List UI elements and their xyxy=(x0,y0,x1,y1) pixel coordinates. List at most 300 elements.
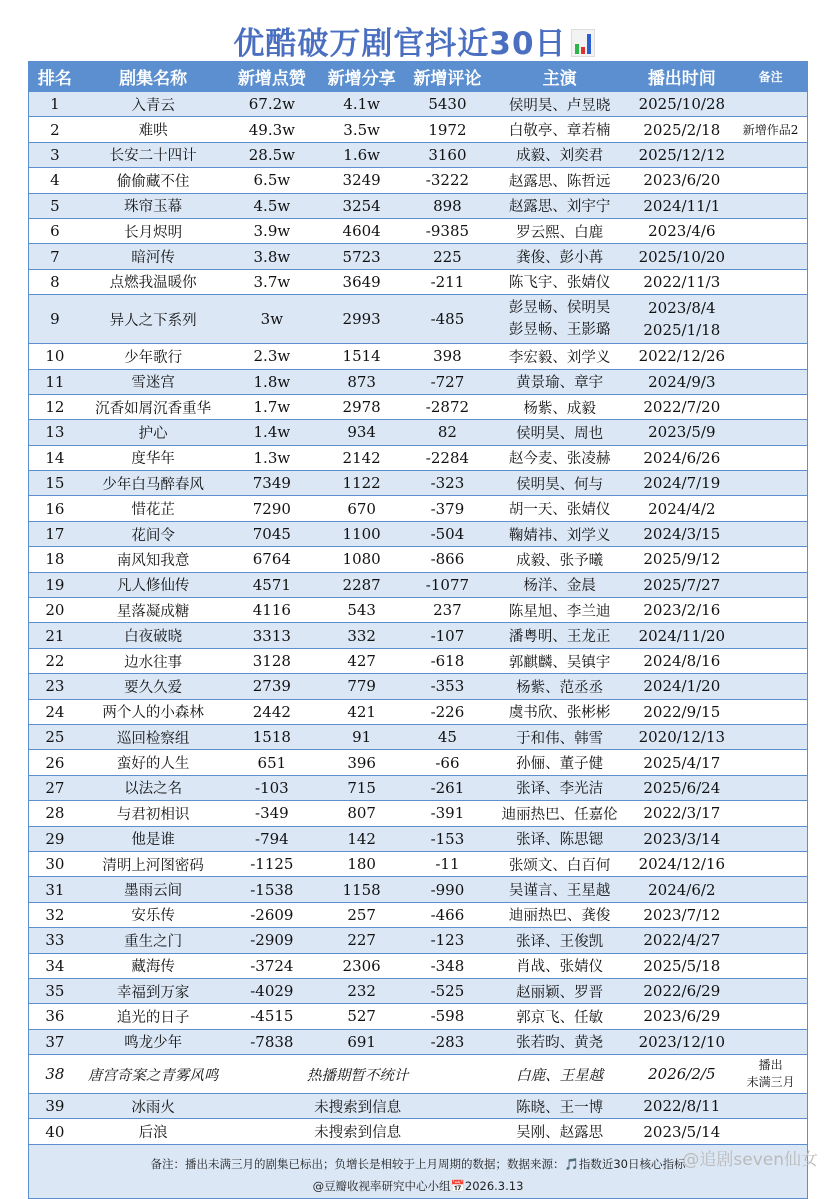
cell-actors: 迪丽热巴、龚俊 xyxy=(508,908,611,925)
cell-shares: 527 xyxy=(347,1007,376,1026)
cell-actors: 胡一天、张婧仪 xyxy=(508,502,611,519)
cell-actors: 吴谨言、王星越 xyxy=(508,883,611,900)
table-row xyxy=(29,546,807,571)
cell-actors: 郭京飞、任敏 xyxy=(516,1009,604,1026)
cell-air-date: 2024/8/16 xyxy=(643,652,721,670)
cell-title: 墨雨云间 xyxy=(124,883,183,900)
cell-actors: 赵露思、陈哲远 xyxy=(508,173,611,190)
cell-likes: 1.3w xyxy=(253,448,291,467)
cell-shares: 232 xyxy=(347,982,376,1001)
cell-shares: 91 xyxy=(352,728,372,747)
cell-air-date: 2024/1/20 xyxy=(643,677,721,696)
cell-shares: 257 xyxy=(347,905,376,924)
cell-rank: 27 xyxy=(45,778,65,797)
cell-actors: 成毅、刘奕君 xyxy=(516,148,604,165)
table-row: 38 唐宫奇案之青雾风鸣 热播期暂不统计 白鹿、王星越 2026/2/5 播出 未满三月 xyxy=(29,1054,807,1093)
cell-shares: 180 xyxy=(347,855,376,874)
cell-comments: -348 xyxy=(430,956,465,975)
table-row: 39 冰雨火 未搜索到信息 陈晓、王一博 2022/8/11 xyxy=(29,1093,807,1118)
cell-actors: 侯明昊、周也 xyxy=(516,425,604,442)
table-row xyxy=(29,648,807,673)
cell-actors: 于和伟、韩雪 xyxy=(516,730,604,747)
cell-rank: 34 xyxy=(45,956,65,975)
cell-likes: 6764 xyxy=(252,550,291,569)
cell-title: 巡回检察组 xyxy=(116,730,190,747)
cell-likes: 3128 xyxy=(252,652,291,670)
cell-line: 2025/1/18 xyxy=(643,321,721,340)
table-row xyxy=(29,800,807,825)
cell-rank: 2 xyxy=(50,120,60,139)
cell-comments: 237 xyxy=(433,601,462,620)
cell-rank: 6 xyxy=(50,222,60,241)
cell-air-date: 2025/7/27 xyxy=(643,575,721,594)
cell-shares: 421 xyxy=(347,702,376,721)
cell-likes: 67.2w xyxy=(248,95,295,114)
cell-rank: 32 xyxy=(45,905,65,924)
table-row xyxy=(29,142,807,167)
page-title: 优酷破万剧官抖近30日 xyxy=(0,18,828,63)
cell-title: 追光的日子 xyxy=(116,1009,190,1026)
cell-shares: 2978 xyxy=(342,398,381,417)
table-row xyxy=(29,851,807,876)
cell-air-date: 2025/9/12 xyxy=(643,550,721,569)
cell-air-date: 2022/11/3 xyxy=(643,272,721,291)
cell-actors: 赵丽颖、罗晋 xyxy=(516,984,604,1001)
cell-actors: 郭麒麟、吴镇宇 xyxy=(508,654,611,671)
table-row xyxy=(29,445,807,470)
cell-actors xyxy=(490,297,630,341)
cell-rank: 21 xyxy=(45,626,65,645)
table-row xyxy=(29,724,807,749)
table-row xyxy=(29,470,807,495)
header-likes: 新增点赞 xyxy=(237,69,306,89)
cell-title: 度华年 xyxy=(131,451,175,468)
cell-line: 彭昱畅、王影璐 xyxy=(508,322,611,339)
cell-air-date: 2020/12/13 xyxy=(638,728,726,747)
cell-title: 异人之下系列 xyxy=(109,312,197,329)
cell-rank: 35 xyxy=(45,982,65,1001)
cell-rank: 9 xyxy=(50,310,60,329)
cell-actors: 侯明昊、卢昱晓 xyxy=(508,97,611,114)
cell-air-date: 2024/11/20 xyxy=(638,626,726,645)
cell-actors: 虞书欣、张彬彬 xyxy=(508,705,611,722)
table-row xyxy=(29,978,807,1003)
cell-actors: 黄景瑜、章宇 xyxy=(516,375,604,392)
cell-likes: 28.5w xyxy=(248,145,295,164)
cell-likes: 7045 xyxy=(252,525,291,544)
cell-shares: 934 xyxy=(347,423,376,442)
table-row xyxy=(29,243,807,268)
cell-rank: 4 xyxy=(50,171,60,190)
cell-shares: 715 xyxy=(347,778,376,797)
cell-comments: -11 xyxy=(435,855,460,874)
table-row xyxy=(29,699,807,724)
cell-actors: 成毅、张予曦 xyxy=(516,552,604,569)
cell-comments: -3222 xyxy=(425,171,470,190)
table-header xyxy=(29,62,807,91)
table-row xyxy=(29,116,807,141)
cell-title: 鸣龙少年 xyxy=(124,1035,183,1052)
cell-likes: -103 xyxy=(255,778,289,797)
cell-air-date: 2023/6/20 xyxy=(643,171,721,190)
table-row xyxy=(29,394,807,419)
cell-shares: 779 xyxy=(347,677,376,696)
cell-rank: 23 xyxy=(45,677,65,696)
cell-likes: -4515 xyxy=(250,1007,294,1026)
cell-rank: 36 xyxy=(45,1007,65,1026)
cell-rank: 17 xyxy=(45,525,65,544)
cell-actors: 白敬亭、章若楠 xyxy=(508,123,611,140)
cell-likes: 49.3w xyxy=(248,120,295,139)
cell-comments: 45 xyxy=(437,728,457,747)
cell-rank: 3 xyxy=(50,145,60,164)
cell-rank: 7 xyxy=(50,247,60,266)
cell-air-date: 2025/10/20 xyxy=(638,247,726,266)
table-row xyxy=(29,91,807,116)
cell-comments: -618 xyxy=(430,652,465,670)
cell-title: 与君初相识 xyxy=(116,806,190,823)
cell-air-date: 2025/12/12 xyxy=(638,145,726,164)
cell-air-date: 2024/6/26 xyxy=(643,448,721,467)
cell-comments: 398 xyxy=(433,347,462,366)
header-actors: 主演 xyxy=(542,69,577,89)
cell-comments: -525 xyxy=(430,982,465,1001)
cell-air-date: 2023/2/16 xyxy=(643,601,721,620)
cell-title: 护心 xyxy=(138,425,168,442)
cell-comments: -323 xyxy=(430,474,465,493)
cell-shares: 691 xyxy=(347,1032,376,1051)
cell-rank: 15 xyxy=(45,474,65,493)
cell-shares: 4604 xyxy=(342,222,381,241)
cell-rank: 20 xyxy=(45,601,65,620)
cell-comments: -226 xyxy=(430,702,465,721)
cell-rank: 25 xyxy=(45,728,65,747)
cell-actors: 罗云熙、白鹿 xyxy=(516,224,604,241)
cell-shares: 227 xyxy=(347,931,376,950)
table-row xyxy=(29,876,807,901)
cell-likes: -2909 xyxy=(250,931,294,950)
table-row xyxy=(29,495,807,520)
cell-shares: 2142 xyxy=(342,448,381,467)
cell-actors: 张译、李光洁 xyxy=(516,781,604,798)
cell-likes: -1538 xyxy=(250,880,294,899)
cell-likes: 2.3w xyxy=(253,347,291,366)
cell-likes: 2442 xyxy=(252,702,291,721)
cell-shares: 3649 xyxy=(342,272,381,291)
cell-comments: -504 xyxy=(430,525,465,544)
cell-title: 珠帘玉幕 xyxy=(124,199,183,216)
cell-likes: 4.5w xyxy=(253,196,291,215)
cell-shares: 1080 xyxy=(342,550,381,569)
cell-rank: 37 xyxy=(45,1032,65,1051)
table-row xyxy=(29,167,807,192)
cell-title: 藏海传 xyxy=(131,959,175,976)
cell-actors: 赵露思、刘宇宁 xyxy=(508,199,611,216)
cell-title: 雪迷宫 xyxy=(131,375,175,392)
cell-shares: 1.6w xyxy=(343,145,380,164)
cell-likes: 1518 xyxy=(252,728,291,747)
table-row xyxy=(29,343,807,368)
cell-comments: -123 xyxy=(430,931,465,950)
cell-air-date: 2024/9/3 xyxy=(648,372,716,391)
cell-air-date: 2024/4/2 xyxy=(648,499,716,518)
cell-comments: -485 xyxy=(430,310,465,329)
cell-comments: 225 xyxy=(433,247,462,266)
cell-likes: -3724 xyxy=(250,956,294,975)
cell-rank: 29 xyxy=(45,829,65,848)
table-row xyxy=(29,902,807,927)
cell-shares: 2993 xyxy=(342,310,381,329)
cell-comments: -353 xyxy=(430,677,465,696)
cell-rank: 33 xyxy=(45,931,65,950)
cell-air-date: 2024/12/16 xyxy=(638,855,726,874)
cell-rank: 22 xyxy=(45,652,65,670)
cell-likes: 651 xyxy=(257,753,287,772)
cell-comments: 82 xyxy=(437,423,457,442)
cell-shares: 1158 xyxy=(342,880,381,899)
cell-shares: 396 xyxy=(347,753,376,772)
cell-title: 星落凝成糖 xyxy=(116,603,190,620)
cell-shares: 670 xyxy=(347,499,376,518)
cell-shares: 4.1w xyxy=(343,95,380,114)
cell-air-date: 2022/7/20 xyxy=(643,398,721,417)
cell-rank: 11 xyxy=(45,372,65,391)
cell-rank: 13 xyxy=(45,423,65,442)
cell-title: 花间令 xyxy=(131,527,175,544)
cell-comments: -1077 xyxy=(425,575,470,594)
cell-title: 要久久爱 xyxy=(124,679,183,696)
cell-line: 彭昱畅、侯明昊 xyxy=(508,300,611,317)
header-comments: 新增评论 xyxy=(413,69,482,89)
cell-rank: 28 xyxy=(45,804,65,823)
cell-comments: -866 xyxy=(430,550,465,569)
cell-likes: 3313 xyxy=(252,626,291,645)
cell-shares: 807 xyxy=(347,804,376,823)
cell-likes: 2739 xyxy=(252,677,291,696)
table-row xyxy=(29,1029,807,1054)
cell-note: 新增作品2 xyxy=(742,123,799,138)
cell-likes: -349 xyxy=(255,804,289,823)
cell-comments: -727 xyxy=(430,372,465,391)
cell-rank: 5 xyxy=(50,196,60,215)
cell-comments: -211 xyxy=(430,272,465,291)
table-row xyxy=(29,193,807,218)
cell-title: 重生之门 xyxy=(124,933,183,950)
cell-likes: 1.7w xyxy=(253,398,291,417)
cell-shares: 1122 xyxy=(342,474,381,493)
cell-title: 长月烬明 xyxy=(124,224,183,241)
cell-actors: 杨洋、金晨 xyxy=(523,578,596,595)
cell-title: 惜花芷 xyxy=(131,502,175,519)
cell-rank: 24 xyxy=(45,702,65,721)
cell-shares: 1514 xyxy=(342,347,381,366)
cell-comments: -107 xyxy=(430,626,465,645)
cell-title: 他是谁 xyxy=(131,832,175,849)
table-row xyxy=(29,597,807,622)
cell-actors: 肖战、张婧仪 xyxy=(516,959,604,976)
cell-air-date: 2023/5/9 xyxy=(648,423,716,442)
cell-air-date: 2022/12/26 xyxy=(638,347,726,366)
table-row xyxy=(29,775,807,800)
table-row xyxy=(29,572,807,597)
cell-title: 难哄 xyxy=(138,123,168,140)
cell-likes: -7838 xyxy=(250,1032,294,1051)
cell-shares: 1100 xyxy=(342,525,381,544)
cell-title: 少年歌行 xyxy=(124,349,183,366)
cell-shares: 2287 xyxy=(342,575,381,594)
cell-shares: 2306 xyxy=(342,956,381,975)
header-air-date: 播出时间 xyxy=(647,69,716,89)
cell-air-date: 2025/10/28 xyxy=(638,95,726,114)
cell-rank: 1 xyxy=(50,95,60,114)
cell-likes: -2609 xyxy=(250,905,294,924)
bar-chart-icon xyxy=(571,29,595,57)
cell-air-date: 2025/4/17 xyxy=(643,753,721,772)
cell-rank: 16 xyxy=(45,499,65,518)
cell-line: 2023/8/4 xyxy=(648,299,716,318)
cell-likes: -1125 xyxy=(250,855,294,874)
cell-air-date: 2024/6/2 xyxy=(648,880,716,899)
cell-comments: -2872 xyxy=(425,398,470,417)
table-row xyxy=(29,269,807,294)
cell-likes: 4571 xyxy=(252,575,291,594)
cell-comments: -153 xyxy=(430,829,465,848)
cell-air-date: 2022/6/29 xyxy=(643,982,721,1001)
cell-air-date: 2022/3/17 xyxy=(643,804,721,823)
cell-title: 长安二十四计 xyxy=(109,148,197,165)
cell-title: 蛮好的人生 xyxy=(116,756,190,773)
cell-shares: 3254 xyxy=(342,196,381,215)
cell-comments: -9385 xyxy=(425,222,470,241)
table-row xyxy=(29,419,807,444)
cell-likes: 1.4w xyxy=(253,423,291,442)
cell-actors: 李宏毅、刘学义 xyxy=(508,349,611,366)
cell-likes: -4029 xyxy=(250,982,294,1001)
cell-rank: 18 xyxy=(45,550,65,569)
cell-air-date: 2023/7/12 xyxy=(643,905,721,924)
cell-air-date: 2024/11/1 xyxy=(643,196,721,215)
cell-likes: 6.5w xyxy=(253,171,291,190)
table-row xyxy=(29,953,807,978)
cell-comments: 3160 xyxy=(428,145,467,164)
table-row xyxy=(29,1003,807,1028)
cell-title: 入青云 xyxy=(131,97,175,114)
cell-likes: 1.8w xyxy=(253,372,291,391)
footer-note: 备注：播出未满三月的剧集已标出；负增长是相较于上月周期的数据；数据来源：🎵指数近30日核心指标 @豆瓣收视率研究中心小组📅2026.3.13 xyxy=(29,1144,807,1198)
cell-actors: 杨紫、成毅 xyxy=(523,400,596,417)
cell-likes: 3.7w xyxy=(253,272,291,291)
cell-air-date: 2023/4/6 xyxy=(648,222,716,241)
ranking-table xyxy=(28,61,808,1199)
cell-comments: -466 xyxy=(430,905,465,924)
cell-rank: 8 xyxy=(50,272,60,291)
cell-likes: 4116 xyxy=(252,601,291,620)
cell-comments: -990 xyxy=(430,880,465,899)
cell-rank: 19 xyxy=(45,575,65,594)
cell-likes: -794 xyxy=(255,829,289,848)
cell-shares: 142 xyxy=(347,829,376,848)
cell-actors: 张译、王俊凯 xyxy=(516,933,604,950)
cell-comments: -598 xyxy=(430,1007,465,1026)
cell-title: 点燃我温暖你 xyxy=(109,275,197,292)
cell-title: 以法之名 xyxy=(124,781,183,798)
table-row xyxy=(29,294,807,343)
cell-rank: 10 xyxy=(45,347,65,366)
cell-comments: 1972 xyxy=(428,120,467,139)
cell-shares: 332 xyxy=(347,626,376,645)
cell-actors: 杨紫、范丞丞 xyxy=(516,679,604,696)
cell-actors: 张译、陈思锶 xyxy=(516,832,604,849)
cell-likes: 3.8w xyxy=(253,247,291,266)
cell-air-date: 2024/3/15 xyxy=(643,525,721,544)
cell-shares: 3249 xyxy=(342,171,381,190)
cell-air-date: 2023/3/14 xyxy=(643,829,721,848)
cell-actors: 赵今麦、张凌赫 xyxy=(508,451,611,468)
cell-comments: 898 xyxy=(433,196,462,215)
cell-comments: -261 xyxy=(430,778,465,797)
cell-shares: 5723 xyxy=(342,247,381,266)
header-title: 剧集名称 xyxy=(119,69,188,89)
cell-title: 安乐传 xyxy=(131,908,175,925)
table-row: 40 后浪 未搜索到信息 吴刚、赵露思 2023/5/14 xyxy=(29,1118,807,1143)
header-rank: 排名 xyxy=(37,69,72,89)
cell-title: 边水往事 xyxy=(124,654,183,671)
cell-rank: 30 xyxy=(45,855,65,874)
table-row xyxy=(29,826,807,851)
cell-actors: 陈飞宇、张婧仪 xyxy=(508,275,611,292)
cell-actors: 张若昀、黄尧 xyxy=(516,1035,604,1052)
cell-shares: 873 xyxy=(347,372,376,391)
table-row xyxy=(29,218,807,243)
cell-actors: 侯明昊、何与 xyxy=(516,476,604,493)
cell-rank: 12 xyxy=(45,398,65,417)
watermark: @追剧seven仙女 xyxy=(682,1150,818,1170)
cell-air-date: 2025/2/18 xyxy=(643,120,721,139)
cell-title: 幸福到万家 xyxy=(116,984,190,1001)
cell-comments: -391 xyxy=(430,804,465,823)
table-row xyxy=(29,673,807,698)
table-row xyxy=(29,749,807,774)
cell-shares: 427 xyxy=(347,652,376,670)
note: 播出 未满三月 xyxy=(746,1058,795,1090)
cell-title: 暗河传 xyxy=(131,250,175,267)
cell-likes: 7290 xyxy=(252,499,291,518)
cell-comments: -283 xyxy=(430,1032,465,1051)
cell-title: 沉香如屑沉香重华 xyxy=(95,400,212,417)
cell-shares: 3.5w xyxy=(343,120,380,139)
cell-title: 南风知我意 xyxy=(116,552,190,569)
cell-air-date: 2022/4/27 xyxy=(643,931,721,950)
cell-actors: 潘粤明、王龙正 xyxy=(508,629,611,646)
cell-likes: 3.9w xyxy=(253,222,291,241)
cell-comments: 5430 xyxy=(428,95,467,114)
cell-air-date: 2023/12/10 xyxy=(638,1032,726,1051)
cell-rank: 14 xyxy=(45,448,65,467)
cell-likes: 3w xyxy=(260,310,284,329)
cell-title: 两个人的小森林 xyxy=(102,705,204,722)
cell-comments: -66 xyxy=(435,753,460,772)
table-row xyxy=(29,521,807,546)
cell-actors: 龚俊、彭小苒 xyxy=(516,250,604,267)
table-row xyxy=(29,927,807,952)
cell-air-date: 2022/9/15 xyxy=(643,702,721,721)
table-row xyxy=(29,622,807,647)
cell-title: 偷偷藏不住 xyxy=(116,173,190,190)
cell-title: 凡人修仙传 xyxy=(116,578,190,595)
cell-actors: 张颂文、白百何 xyxy=(508,857,611,874)
cell-title: 清明上河图密码 xyxy=(102,857,204,874)
cell-air-date: 2024/7/19 xyxy=(643,474,721,493)
